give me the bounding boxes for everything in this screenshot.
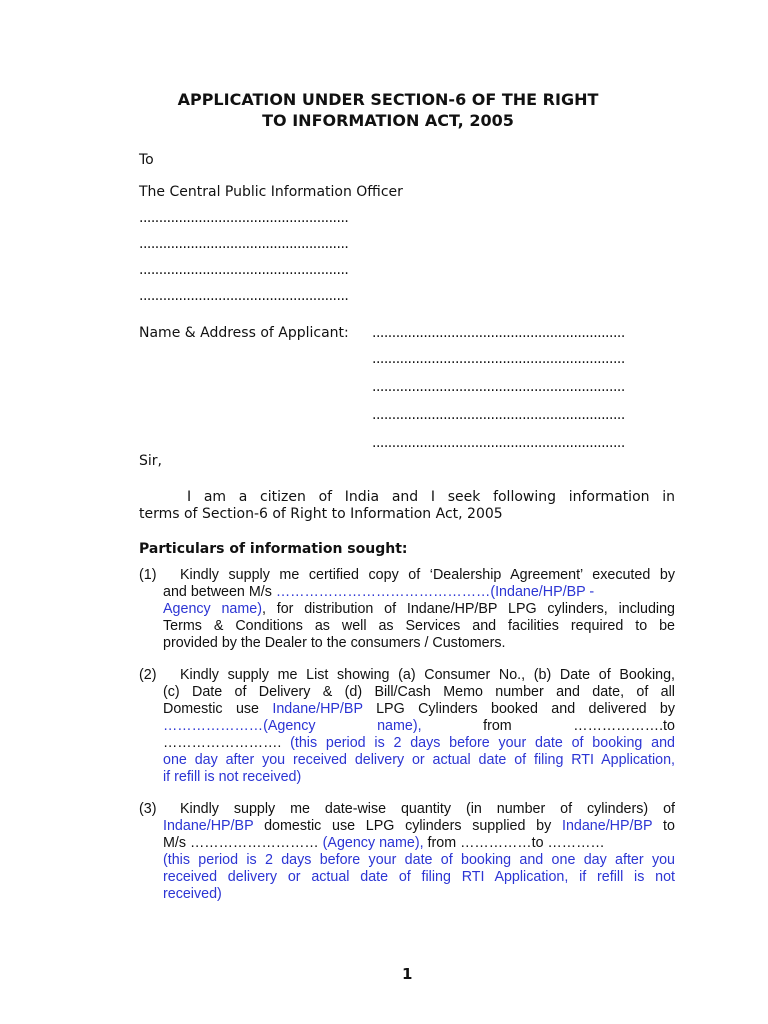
period-note: (this period is 2 days before your date of booking and one day after you <box>163 852 675 868</box>
item-text: domestic use LPG cylinders supplied by <box>253 818 562 834</box>
document-title-line-1: APPLICATION UNDER SECTION-6 OF THE RIGHT <box>177 90 599 109</box>
item-text: LPG Cylinders booked and delivered by <box>362 701 676 717</box>
applicant-address-line: ................................................................ <box>372 325 625 341</box>
item-2-line <box>163 735 675 752</box>
document-title-line-2: TO INFORMATION ACT, 2005 <box>262 111 514 130</box>
brand-text: Indane/HP/BP <box>561 818 653 834</box>
item-number: (3) <box>139 801 157 817</box>
item-text: from <box>483 718 512 734</box>
period-note: received) <box>163 886 222 902</box>
item-3-line: Kindly supply me date-wise quantity (in number of cylinders) of <box>180 801 675 817</box>
recipient-title: The Central Public Information Officer <box>139 184 403 200</box>
intro-line-1: I am a citizen of India and I seek following information in <box>187 489 675 505</box>
agency-name-text: (Agency name), <box>322 835 424 851</box>
date-placeholder: from ……………to ………… <box>423 835 605 851</box>
brand-text: Indane/HP/BP <box>272 701 363 717</box>
recipient-address-line: ..................................................... <box>139 236 349 252</box>
item-text: to <box>652 818 675 834</box>
item-text: and between M/s <box>163 584 276 600</box>
item-2-line <box>163 701 675 718</box>
item-1-line: Terms & Conditions as well as Services and facilities required to be <box>163 618 675 634</box>
date-placeholder: ……………….to <box>573 718 675 734</box>
recipient-address-line: ..................................................... <box>139 262 349 278</box>
date-placeholder: ……………………. <box>163 735 282 751</box>
period-note: received delivery or actual date of filing RTI Application, if refill is not <box>163 869 675 885</box>
intro-line-2: terms of Section-6 of Right to Information Act, 2005 <box>139 506 503 522</box>
period-note: one day after you received delivery or actual date of filing RTI Application, <box>163 752 675 768</box>
brand-text: Indane/HP/BP <box>163 818 254 834</box>
item-2-line <box>163 718 675 735</box>
applicant-address-line: ................................................................ <box>372 435 625 451</box>
item-1-line: Kindly supply me certified copy of ‘Dealership Agreement’ executed by <box>180 567 675 583</box>
agency-placeholder: M/s ……………………… <box>163 835 323 851</box>
item-2-line: (c) Date of Delivery & (d) Bill/Cash Memo number and date, of all <box>163 684 675 700</box>
period-note: (this period is 2 days before your date of booking and <box>281 735 675 751</box>
agency-placeholder: ………………………………………(Indane/HP/BP - <box>275 584 595 600</box>
page-number: 1 <box>402 965 413 983</box>
applicant-address-line: ................................................................ <box>372 379 625 395</box>
item-3-line <box>163 818 675 835</box>
recipient-address-line: ..................................................... <box>139 288 349 304</box>
agency-placeholder: …………………(Agency <box>163 718 316 734</box>
period-note: if refill is not received) <box>163 769 302 785</box>
item-number: (1) <box>139 567 157 583</box>
particulars-heading: Particulars of information sought: <box>139 541 408 557</box>
item-number: (2) <box>139 667 157 683</box>
applicant-address-line: ................................................................ <box>372 351 625 367</box>
item-2-line: Kindly supply me List showing (a) Consumer No., (b) Date of Booking, <box>180 667 675 683</box>
item-text: Domestic use <box>163 701 273 717</box>
item-1-line <box>163 584 594 601</box>
item-1-line: provided by the Dealer to the consumers / Customers. <box>163 635 506 651</box>
item-3-line <box>163 835 605 852</box>
item-text: , for distribution of Indane/HP/BP LPG cylinders, including <box>262 601 675 617</box>
agency-name-text: Agency name) <box>163 601 262 617</box>
applicant-address-line: ................................................................ <box>372 407 625 423</box>
item-1-line <box>163 601 675 618</box>
recipient-address-line: ..................................................... <box>139 210 349 226</box>
agency-placeholder: name), <box>377 718 422 734</box>
to-label: To <box>139 152 154 168</box>
salutation: Sir, <box>139 453 162 469</box>
applicant-label: Name & Address of Applicant: <box>139 325 349 341</box>
